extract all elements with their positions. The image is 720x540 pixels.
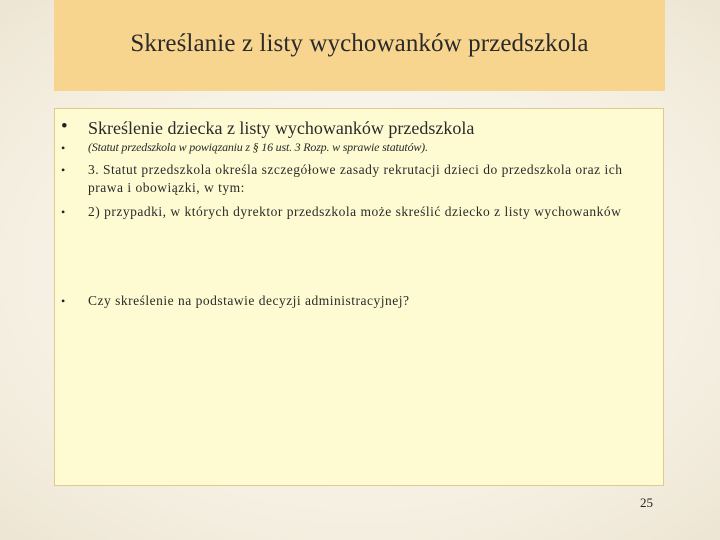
slide-title: Skreślanie z listy wychowanków przedszkola xyxy=(130,29,589,57)
bullet-marker: • xyxy=(61,205,66,219)
bullet-marker: • xyxy=(61,116,68,137)
bullet-marker: • xyxy=(61,294,66,308)
title-bar xyxy=(54,0,665,91)
bullet-text: 3. Statut przedszkola określa szczegółowe zasady rekrutacji dzieci do przedszkola oraz ich prawa i obowiązki, w tym: xyxy=(88,162,623,195)
bullet-text: (Statut przedszkola w powiązaniu z § 16 ust. 3 Rozp. w sprawie statutów). xyxy=(88,140,428,154)
bullet-text: Skreślenie dziecka z listy wychowanków przedszkola xyxy=(88,118,475,138)
bullet-marker: • xyxy=(61,163,66,177)
page-number: 25 xyxy=(640,495,653,510)
bullet-marker: • xyxy=(61,141,66,155)
content-box xyxy=(54,108,664,486)
bullet-text: 2) przypadki, w których dyrektor przedszkola może skreślić dziecko z listy wychowanków xyxy=(88,204,622,219)
bullet-text: Czy skreślenie na podstawie decyzji administracyjnej? xyxy=(88,293,410,308)
